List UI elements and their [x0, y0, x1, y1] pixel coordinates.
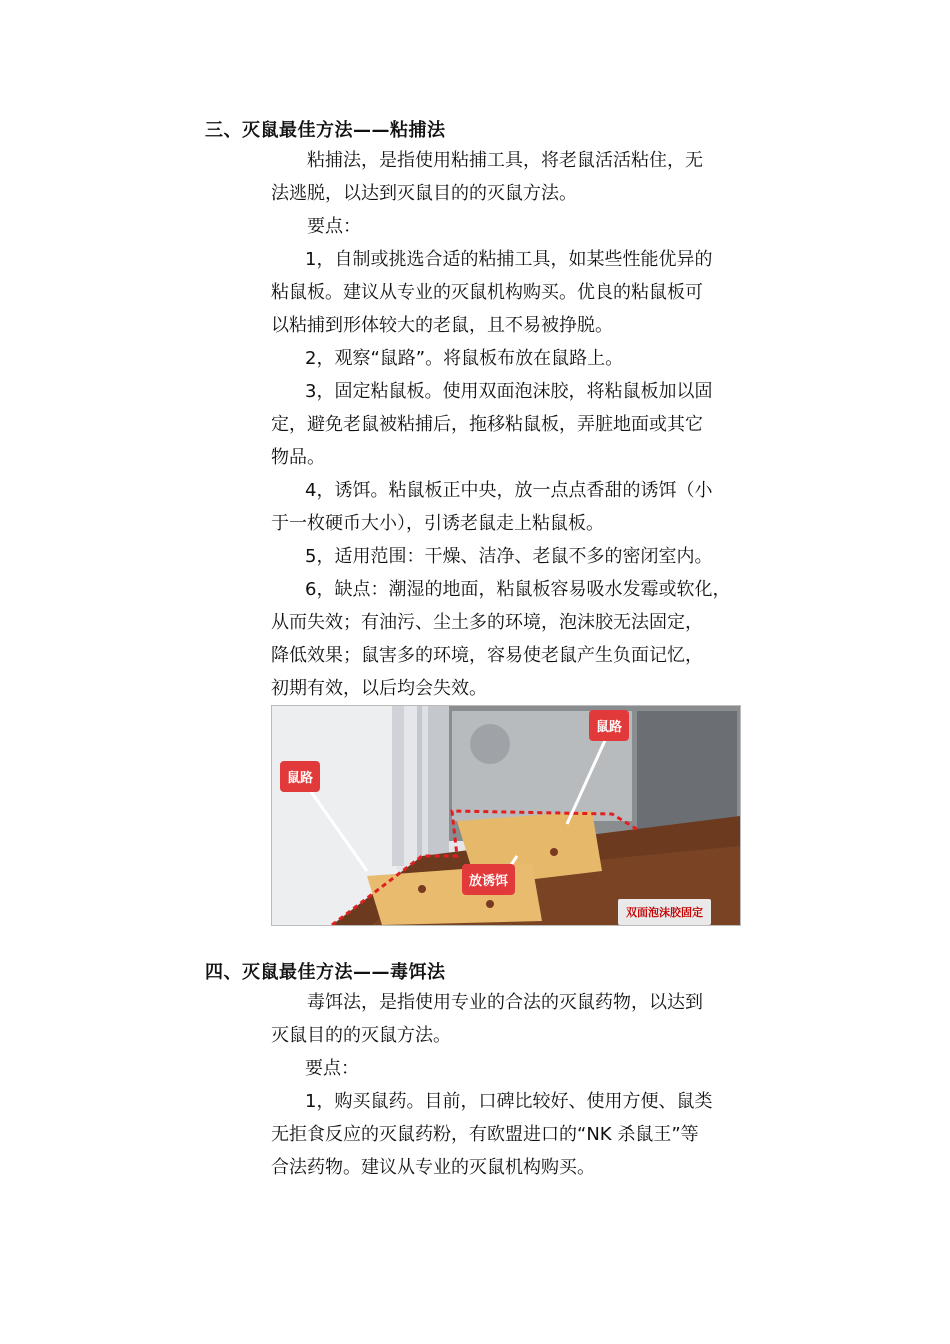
key-points-label: 要点：	[307, 216, 361, 237]
point-3-line: 3，固定粘鼠板。使用双面泡沫胶，将粘鼠板加以固	[305, 381, 713, 402]
double-sided-tape-label: 双面泡沫胶固定	[618, 899, 711, 925]
key-points-label: 要点：	[305, 1058, 359, 1079]
point-1-line: 无拒食反应的灭鼠药粉，有欧盟进口的“NK 杀鼠王”等	[271, 1124, 699, 1145]
bait-label: 放诱饵	[462, 864, 515, 895]
point-6-line: 初期有效，以后均会失效。	[271, 678, 487, 699]
glue-trap-photo	[271, 705, 741, 926]
point-6-line: 从而失效；有油污、尘土多的环境，泡沫胶无法固定，	[271, 612, 703, 633]
section-3-heading: 三、灭鼠最佳方法——粘捕法	[205, 120, 446, 141]
point-1-line: 1，自制或挑选合适的粘捕工具，如某些性能优异的	[305, 249, 713, 270]
intro-line: 毒饵法，是指使用专业的合法的灭鼠药物，以达到	[307, 992, 703, 1013]
section-3-body	[271, 144, 741, 705]
point-3-line: 定，避免老鼠被粘捕后，拖移粘鼠板，弄脏地面或其它	[271, 414, 703, 435]
point-1-line: 以粘捕到形体较大的老鼠，且不易被挣脱。	[271, 315, 613, 336]
section-4-heading: 四、灭鼠最佳方法——毒饵法	[205, 962, 446, 983]
section-4-body	[271, 986, 741, 1184]
point-6-line: 6，缺点：潮湿的地面，粘鼠板容易吸水发霉或软化，	[305, 579, 731, 600]
point-4-line: 4，诱饵。粘鼠板正中央，放一点点香甜的诱饵（小	[305, 480, 713, 501]
intro-line: 灭鼠目的的灭鼠方法。	[271, 1025, 451, 1046]
intro-line: 法逃脱，以达到灭鼠目的的灭鼠方法。	[271, 183, 577, 204]
point-1-line: 粘鼠板。建议从专业的灭鼠机构购买。优良的粘鼠板可	[271, 282, 703, 303]
point-3-line: 物品。	[271, 447, 325, 468]
point-1-line: 合法药物。建议从专业的灭鼠机构购买。	[271, 1157, 595, 1178]
point-1-line: 1，购买鼠药。目前，口碑比较好、使用方便、鼠类	[305, 1091, 713, 1112]
point-2-line: 2，观察“鼠路”。将鼠板布放在鼠路上。	[305, 348, 624, 369]
point-4-line: 于一枚硬币大小），引诱老鼠走上粘鼠板。	[271, 513, 604, 534]
rat-path-label-right: 鼠路	[589, 710, 629, 741]
point-5-line: 5，适用范围：干燥、洁净、老鼠不多的密闭室内。	[305, 546, 713, 567]
rat-path-label-left: 鼠路	[280, 761, 320, 792]
intro-line: 粘捕法，是指使用粘捕工具，将老鼠活活粘住，无	[307, 150, 703, 171]
point-6-line: 降低效果；鼠害多的环境，容易使老鼠产生负面记忆，	[271, 645, 703, 666]
